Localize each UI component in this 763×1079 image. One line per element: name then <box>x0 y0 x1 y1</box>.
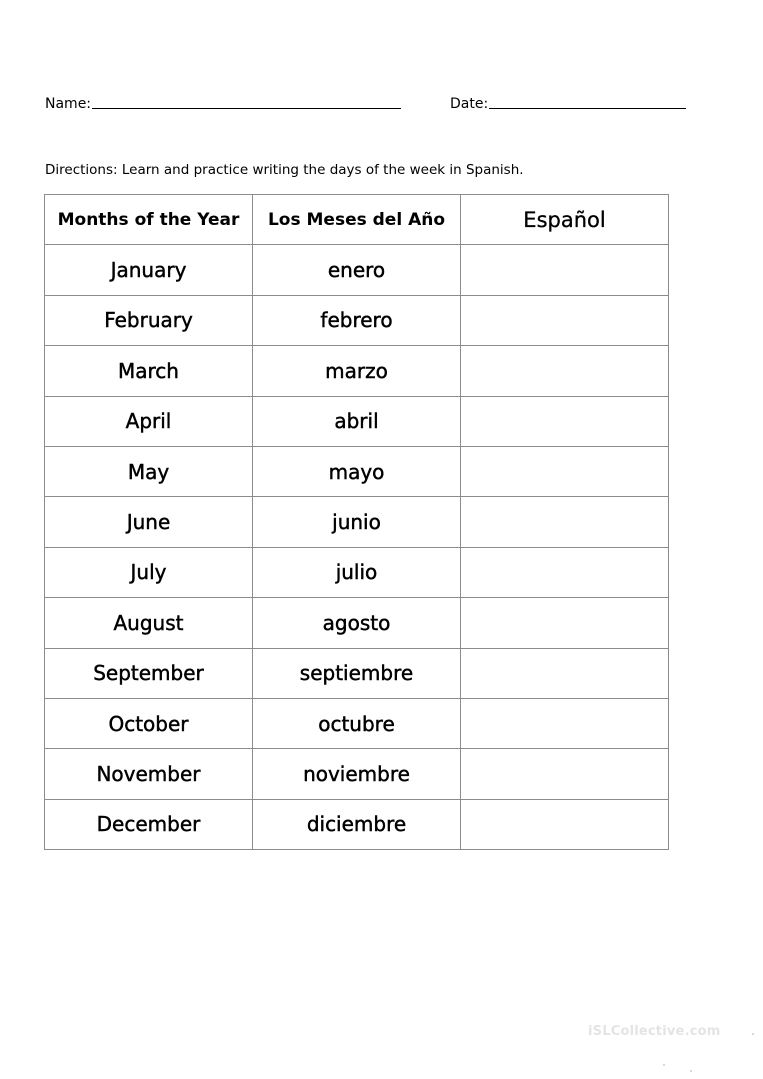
practice-writing-cell[interactable] <box>461 547 669 597</box>
table-row <box>45 295 669 345</box>
month-english-cell: November <box>45 749 253 799</box>
month-english-cell: February <box>45 295 253 345</box>
month-spanish-cell: septiembre <box>253 648 461 698</box>
month-english-cell: May <box>45 446 253 496</box>
practice-writing-cell[interactable] <box>461 396 669 446</box>
month-spanish-cell: abril <box>253 396 461 446</box>
practice-writing-cell[interactable] <box>461 497 669 547</box>
month-spanish-cell: octubre <box>253 698 461 748</box>
month-spanish-cell: noviembre <box>253 749 461 799</box>
month-spanish-cell: diciembre <box>253 799 461 849</box>
table-row <box>45 245 669 295</box>
month-spanish-cell: mayo <box>253 446 461 496</box>
practice-writing-cell[interactable] <box>461 799 669 849</box>
month-english-cell: October <box>45 698 253 748</box>
month-english-cell: June <box>45 497 253 547</box>
month-english-cell: March <box>45 346 253 396</box>
practice-writing-cell[interactable] <box>461 749 669 799</box>
scan-dot <box>663 1064 665 1066</box>
month-spanish-cell: enero <box>253 245 461 295</box>
practice-writing-cell[interactable] <box>461 598 669 648</box>
table-row <box>45 799 669 849</box>
table-row <box>45 698 669 748</box>
month-spanish-cell: agosto <box>253 598 461 648</box>
table-row <box>45 749 669 799</box>
name-blank-line[interactable] <box>92 94 401 109</box>
header-spanish: Los Meses del Año <box>253 195 461 245</box>
practice-writing-cell[interactable] <box>461 245 669 295</box>
month-english-cell: September <box>45 648 253 698</box>
name-label: Name: <box>45 96 92 112</box>
table-row <box>45 648 669 698</box>
practice-writing-cell[interactable] <box>461 446 669 496</box>
month-english-cell: April <box>45 396 253 446</box>
header-practice: Español <box>461 195 669 245</box>
month-spanish-cell: marzo <box>253 346 461 396</box>
month-english-cell: July <box>45 547 253 597</box>
table-row <box>45 598 669 648</box>
month-english-cell: August <box>45 598 253 648</box>
practice-writing-cell[interactable] <box>461 648 669 698</box>
header-english: Months of the Year <box>45 195 253 245</box>
month-spanish-cell: julio <box>253 547 461 597</box>
table-row <box>45 497 669 547</box>
month-spanish-cell: junio <box>253 497 461 547</box>
scan-dot <box>752 1033 754 1035</box>
table-row <box>45 346 669 396</box>
watermark: iSLCollective.com <box>588 1024 721 1039</box>
month-english-cell: January <box>45 245 253 295</box>
month-spanish-cell: febrero <box>253 295 461 345</box>
table-row <box>45 446 669 496</box>
practice-writing-cell[interactable] <box>461 698 669 748</box>
months-table <box>44 194 669 850</box>
month-english-cell: December <box>45 799 253 849</box>
date-label: Date: <box>450 96 489 112</box>
date-blank-line[interactable] <box>489 94 686 109</box>
directions-text: Directions: Learn and practice writing the days of the week in Spanish. <box>45 162 524 178</box>
practice-writing-cell[interactable] <box>461 295 669 345</box>
name-field[interactable] <box>45 92 401 112</box>
table-header-row <box>45 195 669 245</box>
practice-writing-cell[interactable] <box>461 346 669 396</box>
scan-dot <box>690 1070 692 1072</box>
date-field[interactable] <box>450 92 686 112</box>
table-row <box>45 396 669 446</box>
table-row <box>45 547 669 597</box>
